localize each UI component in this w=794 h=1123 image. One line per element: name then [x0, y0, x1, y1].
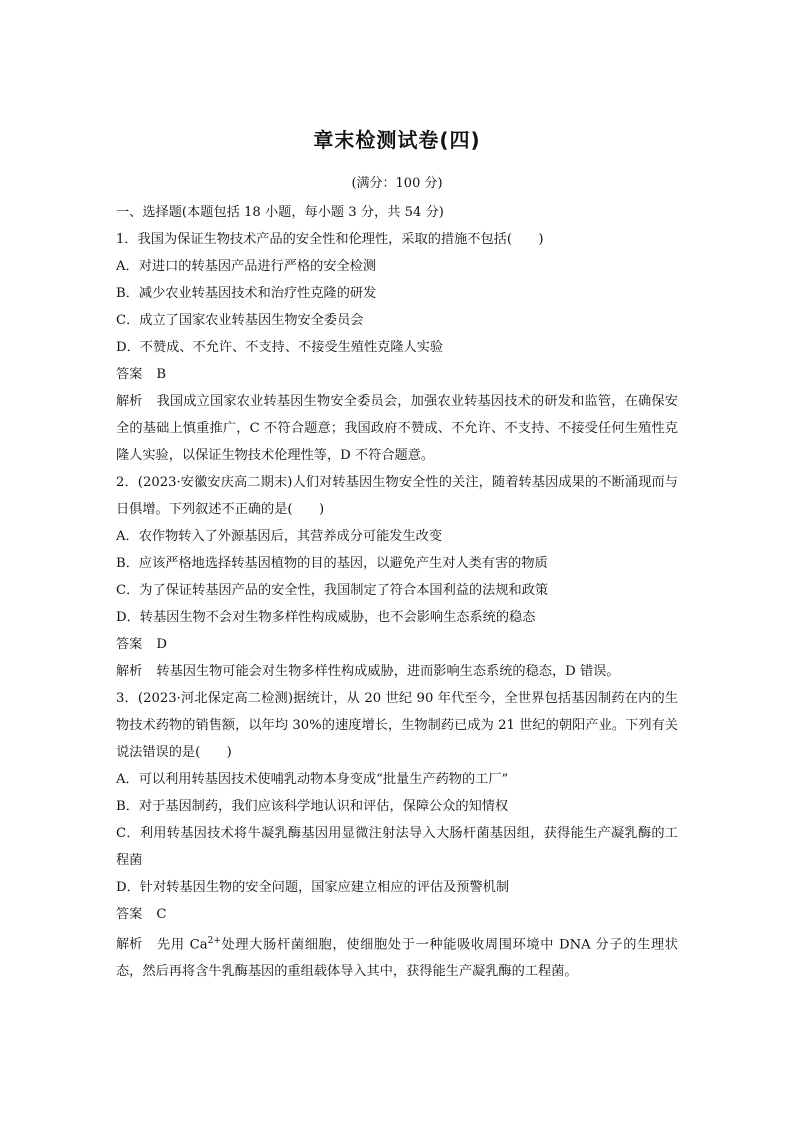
analysis-row — [116, 928, 678, 985]
option-a: A．对进口的转基因产品进行严格的安全检测 — [116, 259, 377, 274]
option-b: B．对于基因制药，我们应该科学地认识和评估，保障公众的知情权 — [116, 799, 509, 814]
question-3 — [116, 685, 678, 985]
page-title: 章末检测试卷(四) — [313, 128, 481, 152]
answer-label: 答案 — [116, 637, 143, 652]
question-stem: 2．(2023·安徽安庆高二期末)人们对转基因生物安全性的关注，随着转基因成果的不断涌现而与日俱增。下列叙述不正确的是( ) — [116, 475, 678, 517]
analysis-label: 解析 — [116, 664, 143, 679]
option-b: B．减少农业转基因技术和治疗性克隆的研发 — [116, 286, 377, 301]
analysis-text: 转基因生物可能会对生物多样性构成威胁，进而影响生态系统的稳态，D 错误。 — [156, 664, 620, 679]
answer-row — [116, 631, 678, 658]
answer-value: B — [156, 367, 167, 382]
option-d: D．针对转基因生物的安全问题，国家应建立相应的评估及预警机制 — [116, 880, 510, 895]
charge-superscript: 2+ — [207, 936, 221, 946]
answer-row — [116, 901, 678, 928]
option-c: C．利用转基因技术将牛凝乳酶基因用显微注射法导入大肠杆菌基因组，获得能生产凝乳酶的工程菌 — [116, 826, 678, 868]
option-d: D．不赞成、不允许、不支持、不接受生殖性克隆人实验 — [116, 340, 444, 355]
option-a: A．可以利用转基因技术使哺乳动物本身变成“批量生产药物的工厂” — [116, 772, 509, 787]
analysis-text-end: 处理大肠杆菌细胞，使细胞处于一种能吸收周围环境中 DNA 分子的生理状态，然后再将含牛乳酶基因的重组载体导入其中，获得能生产凝乳酶的工程菌。 — [116, 937, 678, 980]
question-stem: 3．(2023·河北保定高二检测)据统计，从 20 世纪 90 年代至今，全世界包括基因制药在内的生物技术药物的销售额，以年均 30%的速度增长，生物制药已成为 21 世纪的朝阳产业。下列有关说法错误的是( ) — [116, 691, 678, 760]
option-c: C．成立了国家农业转基因生物安全委员会 — [116, 313, 364, 328]
question-1 — [116, 226, 678, 469]
analysis-row — [116, 658, 678, 685]
analysis-label: 解析 — [116, 394, 143, 409]
answer-label: 答案 — [116, 907, 143, 922]
score-note: (满分：100 分) — [351, 176, 443, 191]
option-a: A．农作物转入了外源基因后，其营养成分可能发生改变 — [116, 529, 443, 544]
answer-value: D — [156, 637, 167, 652]
answer-value: C — [156, 907, 167, 922]
answer-label: 答案 — [116, 367, 143, 382]
exam-content — [116, 199, 678, 985]
option-c: C．为了保证转基因产品的安全性，我国制定了符合本国利益的法规和政策 — [116, 583, 549, 598]
option-b: B．应该严格地选择转基因植物的目的基因，以避免产生对人类有害的物质 — [116, 556, 548, 571]
question-2 — [116, 469, 678, 685]
option-d: D．转基因生物不会对生物多样性构成威胁，也不会影响生态系统的稳态 — [116, 610, 536, 625]
analysis-row — [116, 388, 678, 469]
question-stem: 1．我国为保证生物技术产品的安全性和伦理性，采取的措施不包括( ) — [116, 232, 544, 247]
analysis-text: 我国成立国家农业转基因生物安全委员会，加强农业转基因技术的研发和监管，在确保安全的基础上慎重推广，C 不符合题意；我国政府不赞成、不允许、不支持、不接受任何生殖性克隆人实验，以保证生物技术伦理性等，D 不符合题意。 — [116, 394, 678, 463]
analysis-label: 解析 — [116, 937, 143, 953]
answer-row — [116, 361, 678, 388]
analysis-text-start: 先用 Ca — [156, 937, 208, 953]
section-heading: 一、选择题(本题包括 18 小题，每小题 3 分，共 54 分) — [116, 205, 444, 220]
